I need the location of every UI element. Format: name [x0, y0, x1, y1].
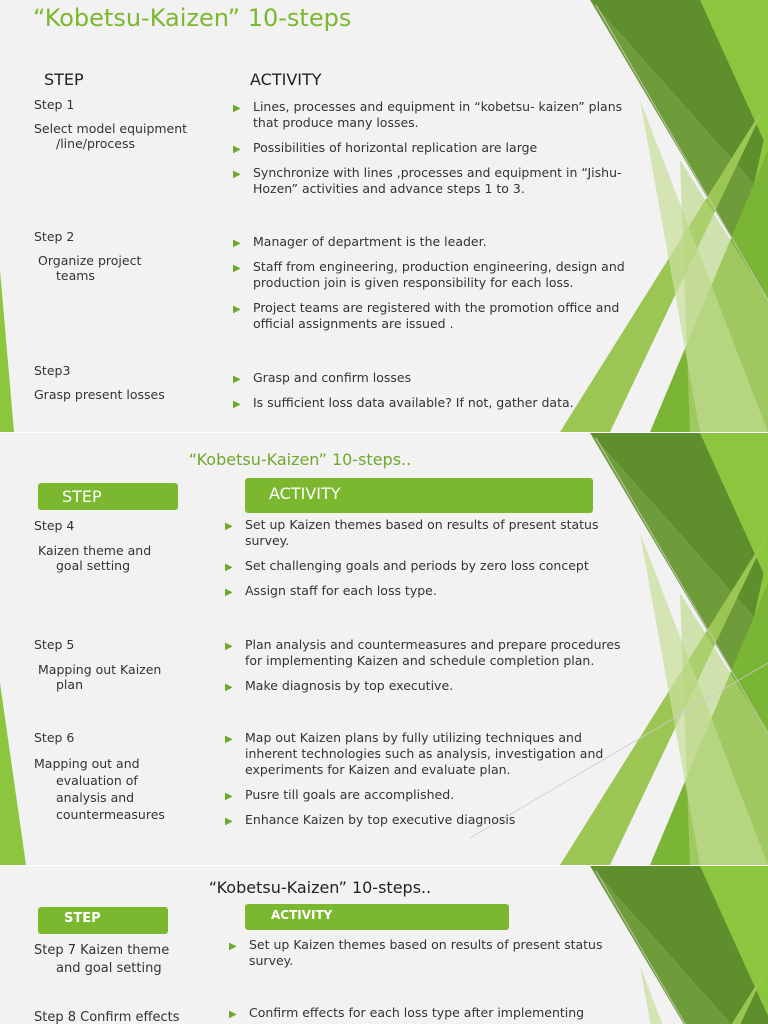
bullet-arrow-icon: ▶ — [233, 169, 241, 180]
step-description-line: goal setting — [56, 558, 131, 573]
bullet-arrow-icon: ▶ — [233, 304, 241, 315]
activity-item: ▶ Make diagnosis by top executive. — [225, 678, 625, 694]
activity-item: ▶ Enhance Kaizen by top executive diagnosis — [225, 812, 625, 828]
step-column-header: STEP — [38, 907, 168, 934]
slide-2 — [0, 433, 768, 865]
activity-list — [229, 937, 629, 978]
step-description — [34, 387, 214, 402]
activity-list — [229, 1005, 629, 1024]
step-description-line: evaluation of — [56, 773, 138, 788]
bullet-arrow-icon: ▶ — [233, 238, 241, 249]
activity-list — [233, 99, 643, 206]
activity-item: ▶ Staff from engineering, production engineering, design and production join is given responsibility for each loss. — [233, 259, 625, 290]
activity-column-header: ACTIVITY — [250, 70, 322, 89]
activity-list — [225, 517, 625, 608]
activity-list — [233, 234, 643, 341]
step-description — [38, 543, 218, 573]
step-description — [38, 253, 218, 283]
step-description-line: countermeasures — [56, 807, 165, 822]
activity-item: ▶ Project teams are registered with the promotion office and official assignments are issued . — [233, 300, 620, 331]
bullet-arrow-icon: ▶ — [225, 521, 233, 532]
step-label: Step 4 — [34, 518, 75, 533]
bullet-arrow-icon: ▶ — [233, 103, 241, 114]
step-label: Step3 — [34, 363, 71, 378]
step-description-line: Select model equipment — [34, 121, 188, 136]
step-label: Step 6 — [34, 730, 75, 745]
bullet-arrow-icon: ▶ — [233, 374, 241, 385]
activity-list — [233, 370, 643, 420]
activity-item: ▶ Pusre till goals are accomplished. — [225, 787, 625, 803]
bullet-arrow-icon: ▶ — [229, 1009, 237, 1020]
step-description — [34, 755, 214, 823]
activity-item: ▶ Synchronize with lines ,processes and equipment in “Jishu-Hozen” activities and advance steps 1 to 3. — [233, 165, 622, 196]
bullet-arrow-icon: ▶ — [225, 734, 233, 745]
step-label: Step 1 — [34, 97, 75, 112]
activity-column-header: ACTIVITY — [245, 478, 593, 513]
activity-list — [225, 730, 625, 837]
activity-item: ▶ Map out Kaizen plans by fully utilizing techniques and inherent technologies such as analysis, investigation and experiments for Kaizen and evaluate plan. — [225, 730, 604, 777]
activity-item: ▶ Is sufficient loss data available? If not, gather data. — [233, 395, 643, 411]
slide-title: “Kobetsu-Kaizen” 10-steps.. — [188, 450, 412, 469]
step-description-line: plan — [56, 677, 83, 692]
bullet-arrow-icon: ▶ — [233, 144, 241, 155]
step-label: Step 2 — [34, 229, 75, 244]
step-column-header: STEP — [44, 70, 84, 89]
step-label: Step 8 Confirm effects — [34, 1010, 180, 1024]
bullet-arrow-icon: ▶ — [225, 562, 233, 573]
activity-item: ▶ Manager of department is the leader. — [233, 234, 643, 250]
step-description-line: Grasp present losses — [34, 387, 165, 402]
activity-item: ▶ Set challenging goals and periods by zero loss concept — [225, 558, 625, 574]
bullet-arrow-icon: ▶ — [233, 399, 241, 410]
bullet-arrow-icon: ▶ — [225, 682, 233, 693]
slide-1 — [0, 0, 768, 432]
step-description-line: Kaizen theme and — [38, 543, 152, 558]
bullet-arrow-icon: ▶ — [229, 941, 237, 952]
step-description — [34, 121, 214, 151]
step-description-line: Mapping out Kaizen — [38, 662, 162, 677]
bullet-arrow-icon: ▶ — [233, 263, 241, 274]
step-description-line: Organize project — [38, 253, 142, 268]
green-triangle-decoration — [0, 0, 768, 432]
step-description-line: and goal setting — [56, 961, 162, 976]
step-description-line: Mapping out and — [34, 756, 140, 771]
step-column-header: STEP — [38, 483, 178, 510]
step-label: Step 7 Kaizen theme — [34, 943, 170, 958]
activity-item: ▶ Lines, processes and equipment in “kobetsu- kaizen” plans that produce many losses. — [233, 99, 623, 130]
bullet-arrow-icon: ▶ — [225, 641, 233, 652]
slide-3 — [0, 866, 768, 1024]
step-label: Step 5 — [34, 637, 75, 652]
slide-title: “Kobetsu-Kaizen” 10-steps — [33, 4, 352, 32]
activity-list — [225, 637, 625, 703]
activity-item: ▶ Confirm effects for each loss type after implementing — [229, 1005, 629, 1021]
activity-item: ▶ Assign staff for each loss type. — [225, 583, 625, 599]
step-description — [34, 942, 224, 978]
activity-item: ▶ Set up Kaizen themes based on results of present status survey. — [225, 517, 599, 548]
activity-item: ▶ Possibilities of horizontal replication are large — [233, 140, 643, 156]
slide-title: “Kobetsu-Kaizen” 10-steps.. — [208, 878, 432, 897]
bullet-arrow-icon: ▶ — [225, 791, 233, 802]
step-description — [38, 662, 218, 692]
step-description-line: teams — [56, 268, 95, 283]
activity-column-header: ACTIVITY — [245, 904, 509, 930]
bullet-arrow-icon: ▶ — [225, 816, 233, 827]
activity-item: ▶ Grasp and confirm losses — [233, 370, 643, 386]
step-description-line: /line/process — [56, 136, 136, 151]
activity-item: ▶ Set up Kaizen themes based on results of present status survey. — [229, 937, 603, 968]
activity-item: ▶ Plan analysis and countermeasures and prepare procedures for implementing Kaizen and schedule completion plan. — [225, 637, 621, 668]
step-description-line: analysis and — [56, 790, 135, 805]
bullet-arrow-icon: ▶ — [225, 587, 233, 598]
